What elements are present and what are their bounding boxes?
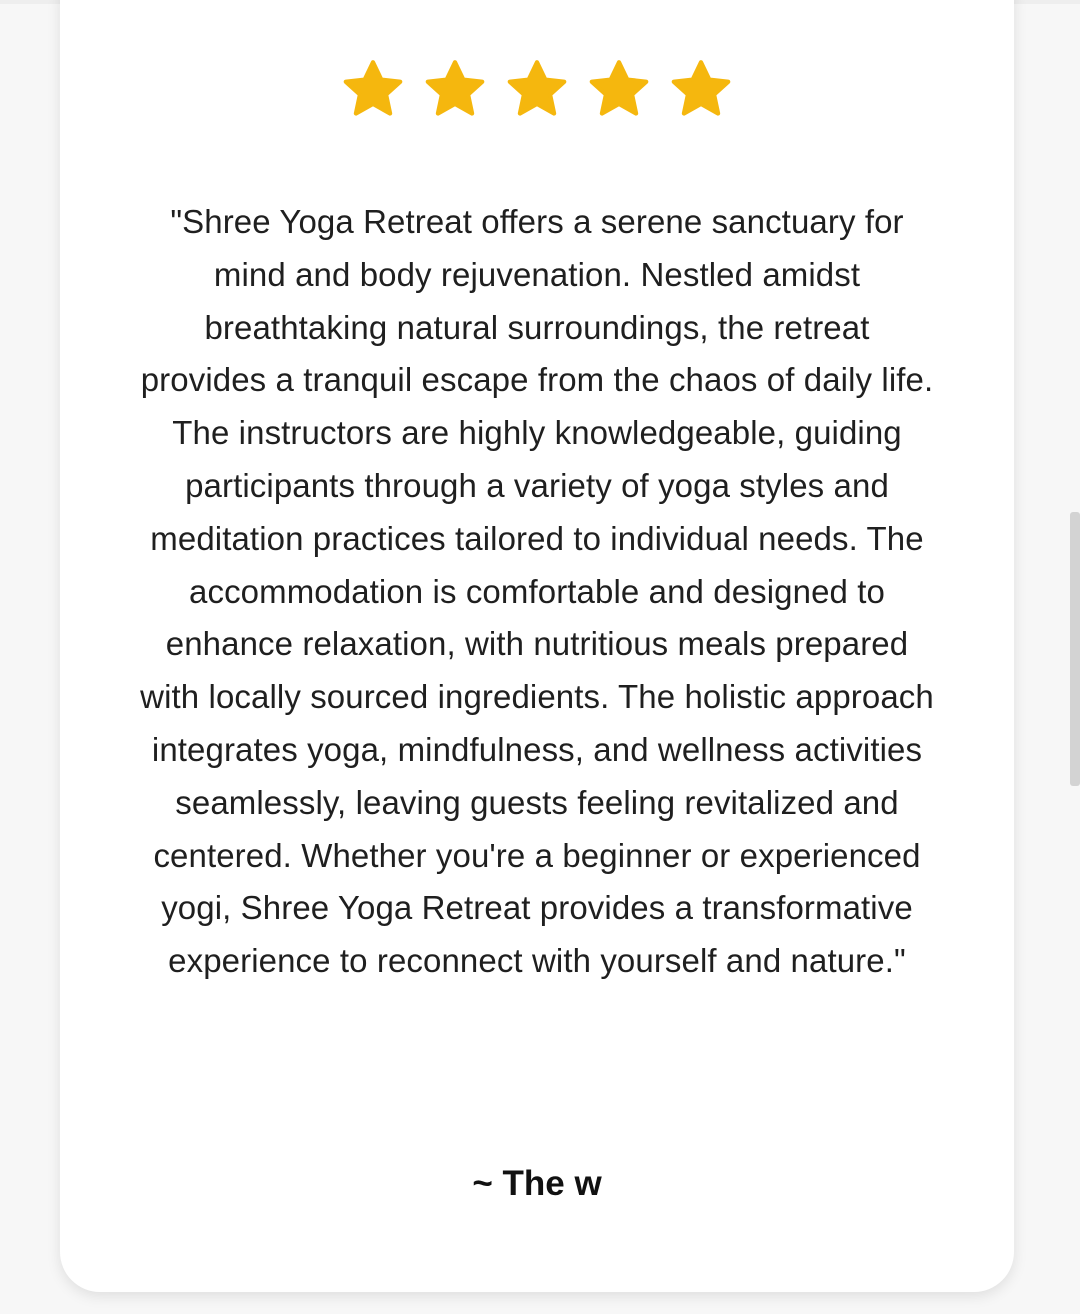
star-icon [669, 58, 733, 122]
star-rating [60, 58, 1014, 122]
review-author: ~ The w [472, 1164, 602, 1203]
review-card [60, 0, 1014, 1292]
star-icon [505, 58, 569, 122]
scrollbar-thumb[interactable] [1070, 512, 1080, 786]
review-text: "Shree Yoga Retreat offers a serene sanctuary for mind and body rejuvenation. Nestled amidst breathtaking natural surroundings, the retreat provides a tranquil escape from the chaos of daily life. The instructors are highly knowledgeable, guiding participants through a variety of yoga styles and meditation practices tailored to individual needs. The accommodation is comfortable and designed to enhance relaxation, with nutritious meals prepared with locally sourced ingredients. The holistic approach integrates yoga, mindfulness, and wellness activities seamlessly, leaving guests feeling revitalized and centered. Whether you're a beginner or experienced yogi, Shree Yoga Retreat provides a transformative experience to reconnect with yourself and nature." [140, 203, 934, 980]
star-icon [587, 58, 651, 122]
star-icon [423, 58, 487, 122]
star-icon [341, 58, 405, 122]
